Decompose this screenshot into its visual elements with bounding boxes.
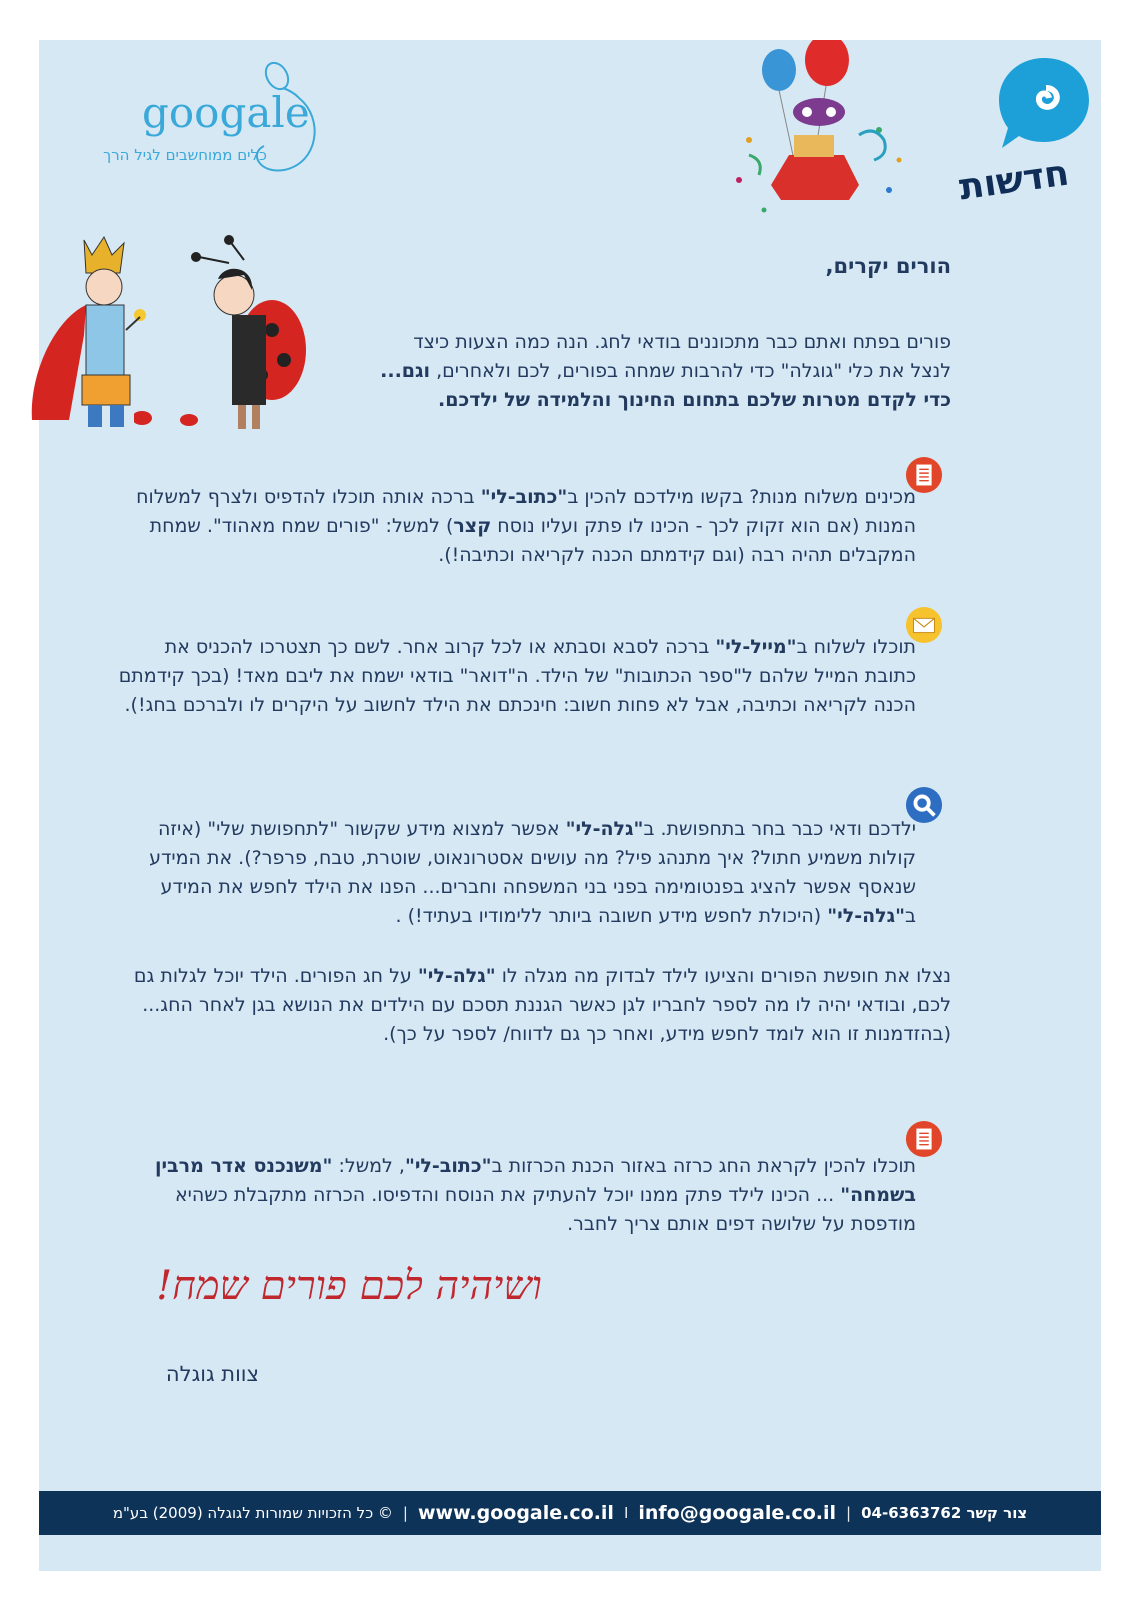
holiday-wish: ושיהיה לכם פורים שמח! <box>156 1263 542 1309</box>
p5-text-c: , למשל: <box>332 1155 405 1177</box>
p5-text-b: "כתוב-לי" <box>404 1155 492 1177</box>
paragraph-greeting-card <box>116 483 916 570</box>
footer-copyright: כל הזכויות שמורות לגוגלה (2009) בע"מ © <box>112 1504 393 1522</box>
p2-text-b: "מייל-לי" <box>715 636 797 658</box>
paragraph-email <box>116 633 916 720</box>
newsletter-page <box>39 40 1101 1571</box>
p5-text-a: תוכלו להכין לקראת החג כרזה באזור הכנת הכרזות ב <box>491 1155 916 1177</box>
footer-email-link[interactable]: info@googale.co.il <box>638 1502 837 1524</box>
footer-separator: | <box>846 1504 852 1522</box>
p1-text-a: מכינים משלוח מנות? בקשו מילדכם להכין ב <box>567 486 916 508</box>
footer-separator: | <box>402 1504 408 1522</box>
logo-tagline: כלים ממוחשבים לגיל הרך <box>103 146 267 164</box>
p5-text-d: "משנכנס אדר מרבין בשמחה" <box>154 1155 916 1206</box>
paragraph-costume <box>116 815 916 931</box>
p3-text-e: (היכולת לחפש מידע חשובה ביותר ללימודיו בעתיד!) . <box>395 905 828 927</box>
signature: צוות גוגלה <box>165 1362 259 1386</box>
intro-line: פורים בפתח ואתם כבר מתכוננים בודאי לחג. הנה כמה הצעות כיצד <box>413 331 951 353</box>
greeting: הורים יקרים, <box>825 254 951 278</box>
footer-contact: צור קשר 04-6363762 <box>861 1504 1028 1522</box>
intro-line: כדי לקדם מטרות שלכם בתחום החינוך והלמידה של ילדכם. <box>438 389 951 411</box>
footer-separator: I <box>623 1504 629 1522</box>
intro-line: לנצל את כלי "גוגלה" כדי להרבות שמחה בפורים, לכם ולאחרים, <box>436 360 951 382</box>
purim-box-illustration <box>709 40 919 220</box>
p2-text-a: תוכלו לשלוח ב <box>796 636 916 658</box>
p3-text-a: ילדכם ודאי כבר בחר בתחפושת. ב <box>643 818 916 840</box>
p3-text-c: אפשר למצוא מידע שקשור "לתחפושת שלי" (איזה קולות משמיע חתול? איך מתנהג פיל? מה עושים אסטרונאוט, שוטרת, טבח, פרפר?). את המידע שנאסף אפשר להציג בפנטומימה בפני בני המשפחה וחברים... הפנו את הילד לחפש את המידע ב <box>149 818 916 927</box>
paragraph-holiday <box>116 962 951 1049</box>
footer-bar <box>39 1491 1101 1535</box>
logo-wordmark: googale <box>142 88 310 137</box>
paragraph-poster <box>116 1152 916 1239</box>
p1-text-c: ברכה אותה תוכלו להדפיס ולצרף למשלוח המנות (אם הוא זקוק לכך - הכינו לו פתק ועליו נוסח <box>136 486 916 537</box>
news-bubble-icon <box>994 52 1094 152</box>
p4-text-c: על חג הפורים. הילד יוכל לגלות גם לכם, ובודאי יהיה לו מה לספר לחבריו לגן כאשר הגננת תסכם עם הילדים את הנושא בגן לאחר החג... (בהזדמנות זו הוא לומד לחפש מידע, ואחר כך גם לדווח/ לספר על כך). <box>133 965 951 1045</box>
intro-line-row <box>311 357 951 386</box>
king-child-illustration <box>14 225 154 435</box>
intro-line: וגם... <box>380 360 431 382</box>
p1-text-e: ) למשל: "פורים שמח מאהוד". שמחת המקבלים תהיה רבה (וגם קידמתם הכנה לקריאה וכתיבה!). <box>149 515 916 566</box>
p1-text-d: קצר <box>453 515 492 537</box>
p4-text-a: נצלו את חופשת הפורים והציעו לילד לבדוק מה מגלה לו <box>495 965 951 987</box>
p3-text-b: "גלה-לי" <box>565 818 644 840</box>
footer-website-link[interactable]: www.googale.co.il <box>417 1502 614 1524</box>
news-label: חדשות <box>956 152 1072 209</box>
p1-text-b: "כתוב-לי" <box>480 486 568 508</box>
p3-text-d: "גלה-לי" <box>827 905 906 927</box>
p2-text-c: ברכה לסבא וסבתא או לכל קרוב אחר. לשם כך תצטרכו להכניס את כתובת המייל שלהם ל"ספר הכתובות" של הילד. ה"דואר" בודאי ישמח את ליבם מאד! (בכך קידמתם הכנה לקריאה וכתיבה, אבל לא פחות חשוב: חינכתם את הילד לחשוב על היקרים לו ולברכם בחג!). <box>118 636 916 716</box>
p4-text-b: "גלה-לי" <box>417 965 496 987</box>
ladybug-child-illustration <box>134 235 314 435</box>
p5-text-e: ... הכינו לילד פתק ממנו יוכל להעתיק את הנוסח והדפיסו. הכרזה מתקבלת כשהיא מודפסת על שלושה דפים אותם צריך לחבר. <box>174 1184 916 1235</box>
intro-paragraph <box>311 328 951 415</box>
